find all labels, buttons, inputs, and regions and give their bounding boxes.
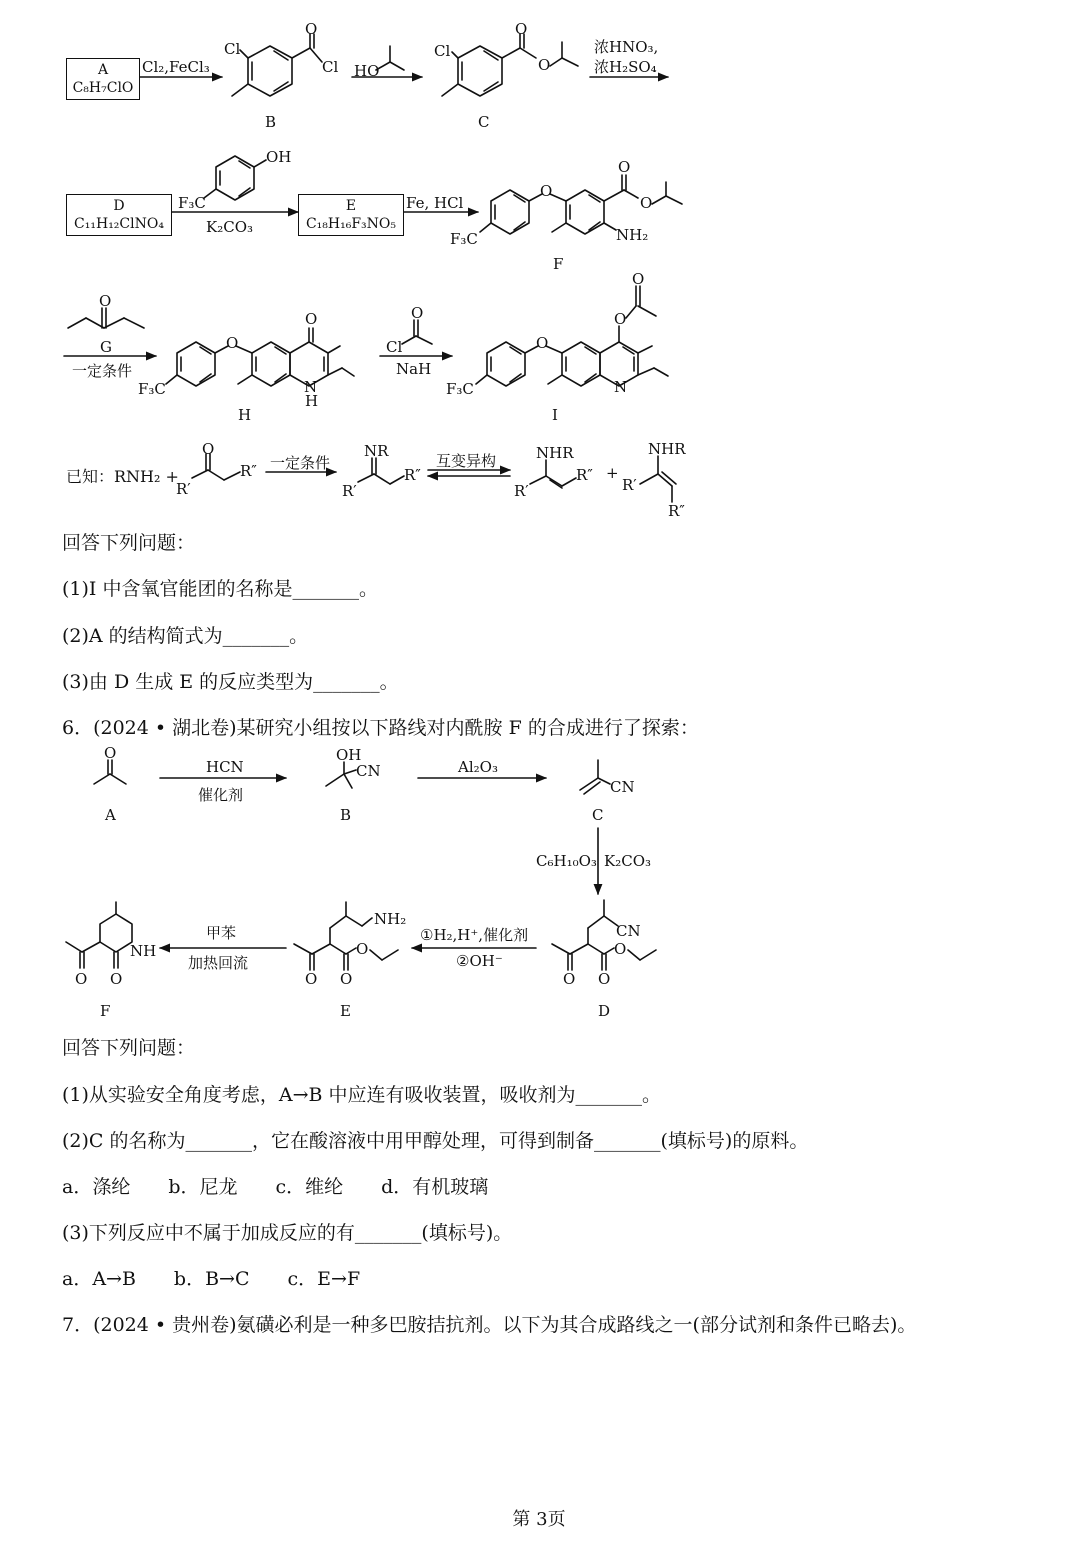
p6-step-d-e-2: ②OH⁻ bbox=[456, 952, 503, 970]
known-o: O bbox=[202, 440, 215, 458]
q5-question-1: (1)I 中含氧官能团的名称是_______。 bbox=[62, 578, 378, 600]
atom-o-i-carbonyl: O bbox=[632, 270, 645, 288]
q6-intro: 回答下列问题： bbox=[62, 1037, 196, 1059]
compound-e-box bbox=[298, 194, 404, 236]
p6-reagent-al2o3: Al₂O₃ bbox=[458, 758, 498, 776]
p6-label-e: E bbox=[340, 1002, 351, 1020]
atom-n-h: N bbox=[304, 378, 318, 396]
p6-step-d-e-1: ①H₂,H⁺,催化剂 bbox=[420, 926, 529, 944]
atom-f3c-f: F₃C bbox=[450, 230, 478, 248]
q6-question-3: (3)下列反应中不属于加成反应的有_______(填标号)。 bbox=[62, 1222, 513, 1244]
known-r1-d: R′ bbox=[622, 476, 637, 494]
q6-question-3-options: a．A→B b．B→C c．E→F bbox=[62, 1268, 361, 1290]
label-f: F bbox=[553, 255, 564, 273]
atom-o-acetylcl: O bbox=[411, 304, 424, 322]
p6-reagent-k2co3: K₂CO₃ bbox=[604, 852, 652, 870]
atom-o-c-carbonyl: O bbox=[515, 20, 528, 38]
enamine-1-bonds bbox=[530, 460, 576, 488]
known-r1-a: R′ bbox=[176, 480, 191, 498]
known-nhr-1: NHR bbox=[536, 444, 574, 462]
compound-e-formula: C₁₈H₁₆F₃NO₅ bbox=[305, 216, 397, 232]
p6-atom-cn-c: CN bbox=[610, 778, 635, 796]
reagent-g-label: G bbox=[100, 338, 112, 356]
q6-question-2-options: a．涤纶 b．尼龙 c．维纶 d．有机玻璃 bbox=[62, 1176, 489, 1198]
p6-atom-o-d-3: O bbox=[614, 940, 627, 958]
atom-o-h-ether: O bbox=[226, 334, 239, 352]
p6-atom-cn-b: CN bbox=[356, 762, 381, 780]
p6-label-f: F bbox=[100, 1002, 111, 1020]
atom-o-g: O bbox=[99, 292, 112, 310]
imine-bonds bbox=[358, 458, 404, 484]
reagent-phenol-oh: OH bbox=[266, 148, 292, 166]
known-plus: + bbox=[606, 464, 619, 482]
p6-atom-o-e-2: O bbox=[340, 970, 353, 988]
compound-d-box bbox=[66, 194, 172, 236]
compound-a-box bbox=[66, 58, 140, 100]
atom-o-f-carbonyl: O bbox=[618, 158, 631, 176]
q5-question-3: (3)由 D 生成 E 的反应类型为_______。 bbox=[62, 671, 399, 693]
p6-atom-o-f-2: O bbox=[110, 970, 123, 988]
atom-o-f-ester: O bbox=[640, 194, 653, 212]
p6-reagent-c6: C₆H₁₀O₃ bbox=[536, 852, 597, 870]
atom-o-c-ester: O bbox=[538, 56, 551, 74]
atom-o-f-ether: O bbox=[540, 182, 553, 200]
known-tautomer: 互变异构 bbox=[436, 452, 497, 470]
problem-7-title: 7．(2024 • 贵州卷)氨磺必利是一种多巴胺拮抗剂。以下为其合成路线之一(部分试剂和条件已略去)。 bbox=[62, 1314, 917, 1336]
reagent-c-d-2: 浓H₂SO₄ bbox=[594, 58, 657, 76]
known-prefix: 已知：RNH₂ + bbox=[66, 467, 179, 486]
p6-atom-o-d-1: O bbox=[563, 970, 576, 988]
compound-d-label: D bbox=[113, 198, 125, 214]
phenol-reagent-bonds bbox=[204, 156, 266, 200]
known-r2-c: R″ bbox=[576, 466, 593, 484]
enamine-2-bonds bbox=[640, 456, 676, 502]
p6-atom-o-a: O bbox=[104, 744, 117, 762]
known-nhr-2: NHR bbox=[648, 440, 686, 458]
problem-6-title: 6．(2024 • 湖北卷)某研究小组按以下路线对内酰胺 F 的合成进行了探索： bbox=[62, 717, 699, 739]
p6-atom-oh-b: OH bbox=[336, 746, 362, 764]
p6-atom-cn-d: CN bbox=[616, 922, 641, 940]
label-b: B bbox=[265, 113, 277, 131]
reagent-h-i-base: NaH bbox=[396, 360, 432, 378]
p6-atom-o-d-2: O bbox=[598, 970, 611, 988]
known-r2-b: R″ bbox=[404, 466, 421, 484]
q6-question-2: (2)C 的名称为_______，它在酸溶液中用甲醇处理，可得到制备_______(填标号)的原料。 bbox=[62, 1130, 809, 1152]
p6-atom-o-e-3: O bbox=[356, 940, 369, 958]
known-r1-c: R′ bbox=[514, 482, 529, 500]
known-reaction-bonds bbox=[192, 454, 240, 480]
known-r1-b: R′ bbox=[342, 482, 357, 500]
atom-f3c-h: F₃C bbox=[138, 380, 166, 398]
q5-question-2: (2)A 的结构简式为_______。 bbox=[62, 625, 309, 647]
label-h: H bbox=[238, 406, 252, 424]
reagent-h-i-cl: Cl bbox=[386, 338, 403, 356]
atom-cl-b: Cl bbox=[224, 40, 241, 58]
atom-cl-b-acyl: Cl bbox=[322, 58, 339, 76]
molecule-6f-bonds bbox=[66, 902, 132, 968]
molecule-6a-bonds bbox=[94, 760, 126, 784]
atom-n-i: N bbox=[614, 378, 628, 396]
known-r2-d: R″ bbox=[668, 502, 685, 520]
molecule-h-bonds bbox=[166, 328, 354, 386]
compound-a-label: A bbox=[97, 62, 109, 78]
reagent-b-c: HO bbox=[354, 62, 380, 80]
label-i: I bbox=[552, 406, 558, 424]
p6-label-d: D bbox=[598, 1002, 611, 1020]
p6-atom-o-f-1: O bbox=[75, 970, 88, 988]
page-number: 第 3页 bbox=[512, 1509, 566, 1530]
molecule-i-bonds bbox=[476, 286, 668, 386]
p6-label-c: C bbox=[592, 806, 604, 824]
compound-a-formula: C₈H₇ClO bbox=[72, 80, 134, 96]
butanone-g-bonds bbox=[68, 308, 144, 328]
atom-o-h-ketone: O bbox=[305, 310, 318, 328]
q5-intro: 回答下列问题： bbox=[62, 532, 196, 554]
reagent-d-e-base: K₂CO₃ bbox=[206, 218, 254, 236]
q6-question-1: (1)从实验安全角度考虑，A→B 中应连有吸收装置，吸收剂为_______。 bbox=[62, 1084, 662, 1106]
p6-reagent-reflux: 加热回流 bbox=[188, 954, 249, 972]
p6-reagent-toluene: 甲苯 bbox=[206, 924, 237, 942]
reagent-phenol-f3c: F₃C bbox=[178, 194, 206, 212]
p6-reagent-cat: 催化剂 bbox=[198, 786, 244, 804]
atom-f3c-i: F₃C bbox=[446, 380, 474, 398]
known-nr: NR bbox=[364, 442, 389, 460]
molecule-b-bonds bbox=[232, 34, 322, 96]
molecule-6c-bonds bbox=[580, 760, 610, 794]
p6-label-a: A bbox=[105, 806, 116, 824]
compound-d-formula: C₁₁H₁₂ClNO₄ bbox=[74, 216, 164, 232]
p6-atom-o-e-1: O bbox=[305, 970, 318, 988]
atom-o-i-ether: O bbox=[536, 334, 549, 352]
atom-o-b: O bbox=[305, 20, 318, 38]
label-c: C bbox=[478, 113, 490, 131]
atom-nh2-f: NH₂ bbox=[616, 226, 649, 244]
reagent-a-b: Cl₂,FeCl₃ bbox=[142, 58, 210, 76]
acetyl-chloride-bonds bbox=[402, 320, 432, 344]
reagent-c-d-1: 浓HNO₃, bbox=[594, 38, 659, 56]
reagent-f-h-cond: 一定条件 bbox=[72, 362, 133, 380]
p6-atom-nh2-e: NH₂ bbox=[374, 910, 407, 928]
known-cond: 一定条件 bbox=[270, 454, 331, 472]
atom-o-i-ester: O bbox=[614, 310, 627, 328]
known-r2-a: R″ bbox=[240, 462, 257, 480]
molecule-6b-bonds bbox=[326, 762, 356, 788]
p6-label-b: B bbox=[340, 806, 352, 824]
molecule-c-bonds bbox=[442, 34, 578, 96]
atom-cl-c: Cl bbox=[434, 42, 451, 60]
compound-e-label: E bbox=[345, 198, 357, 214]
p6-reagent-hcn: HCN bbox=[206, 758, 244, 776]
atom-h-h: H bbox=[305, 392, 319, 410]
reagent-e-f: Fe, HCl bbox=[406, 194, 464, 212]
isopropanol-reagent-bonds bbox=[376, 46, 404, 70]
p6-atom-nh-f: NH bbox=[130, 942, 157, 960]
